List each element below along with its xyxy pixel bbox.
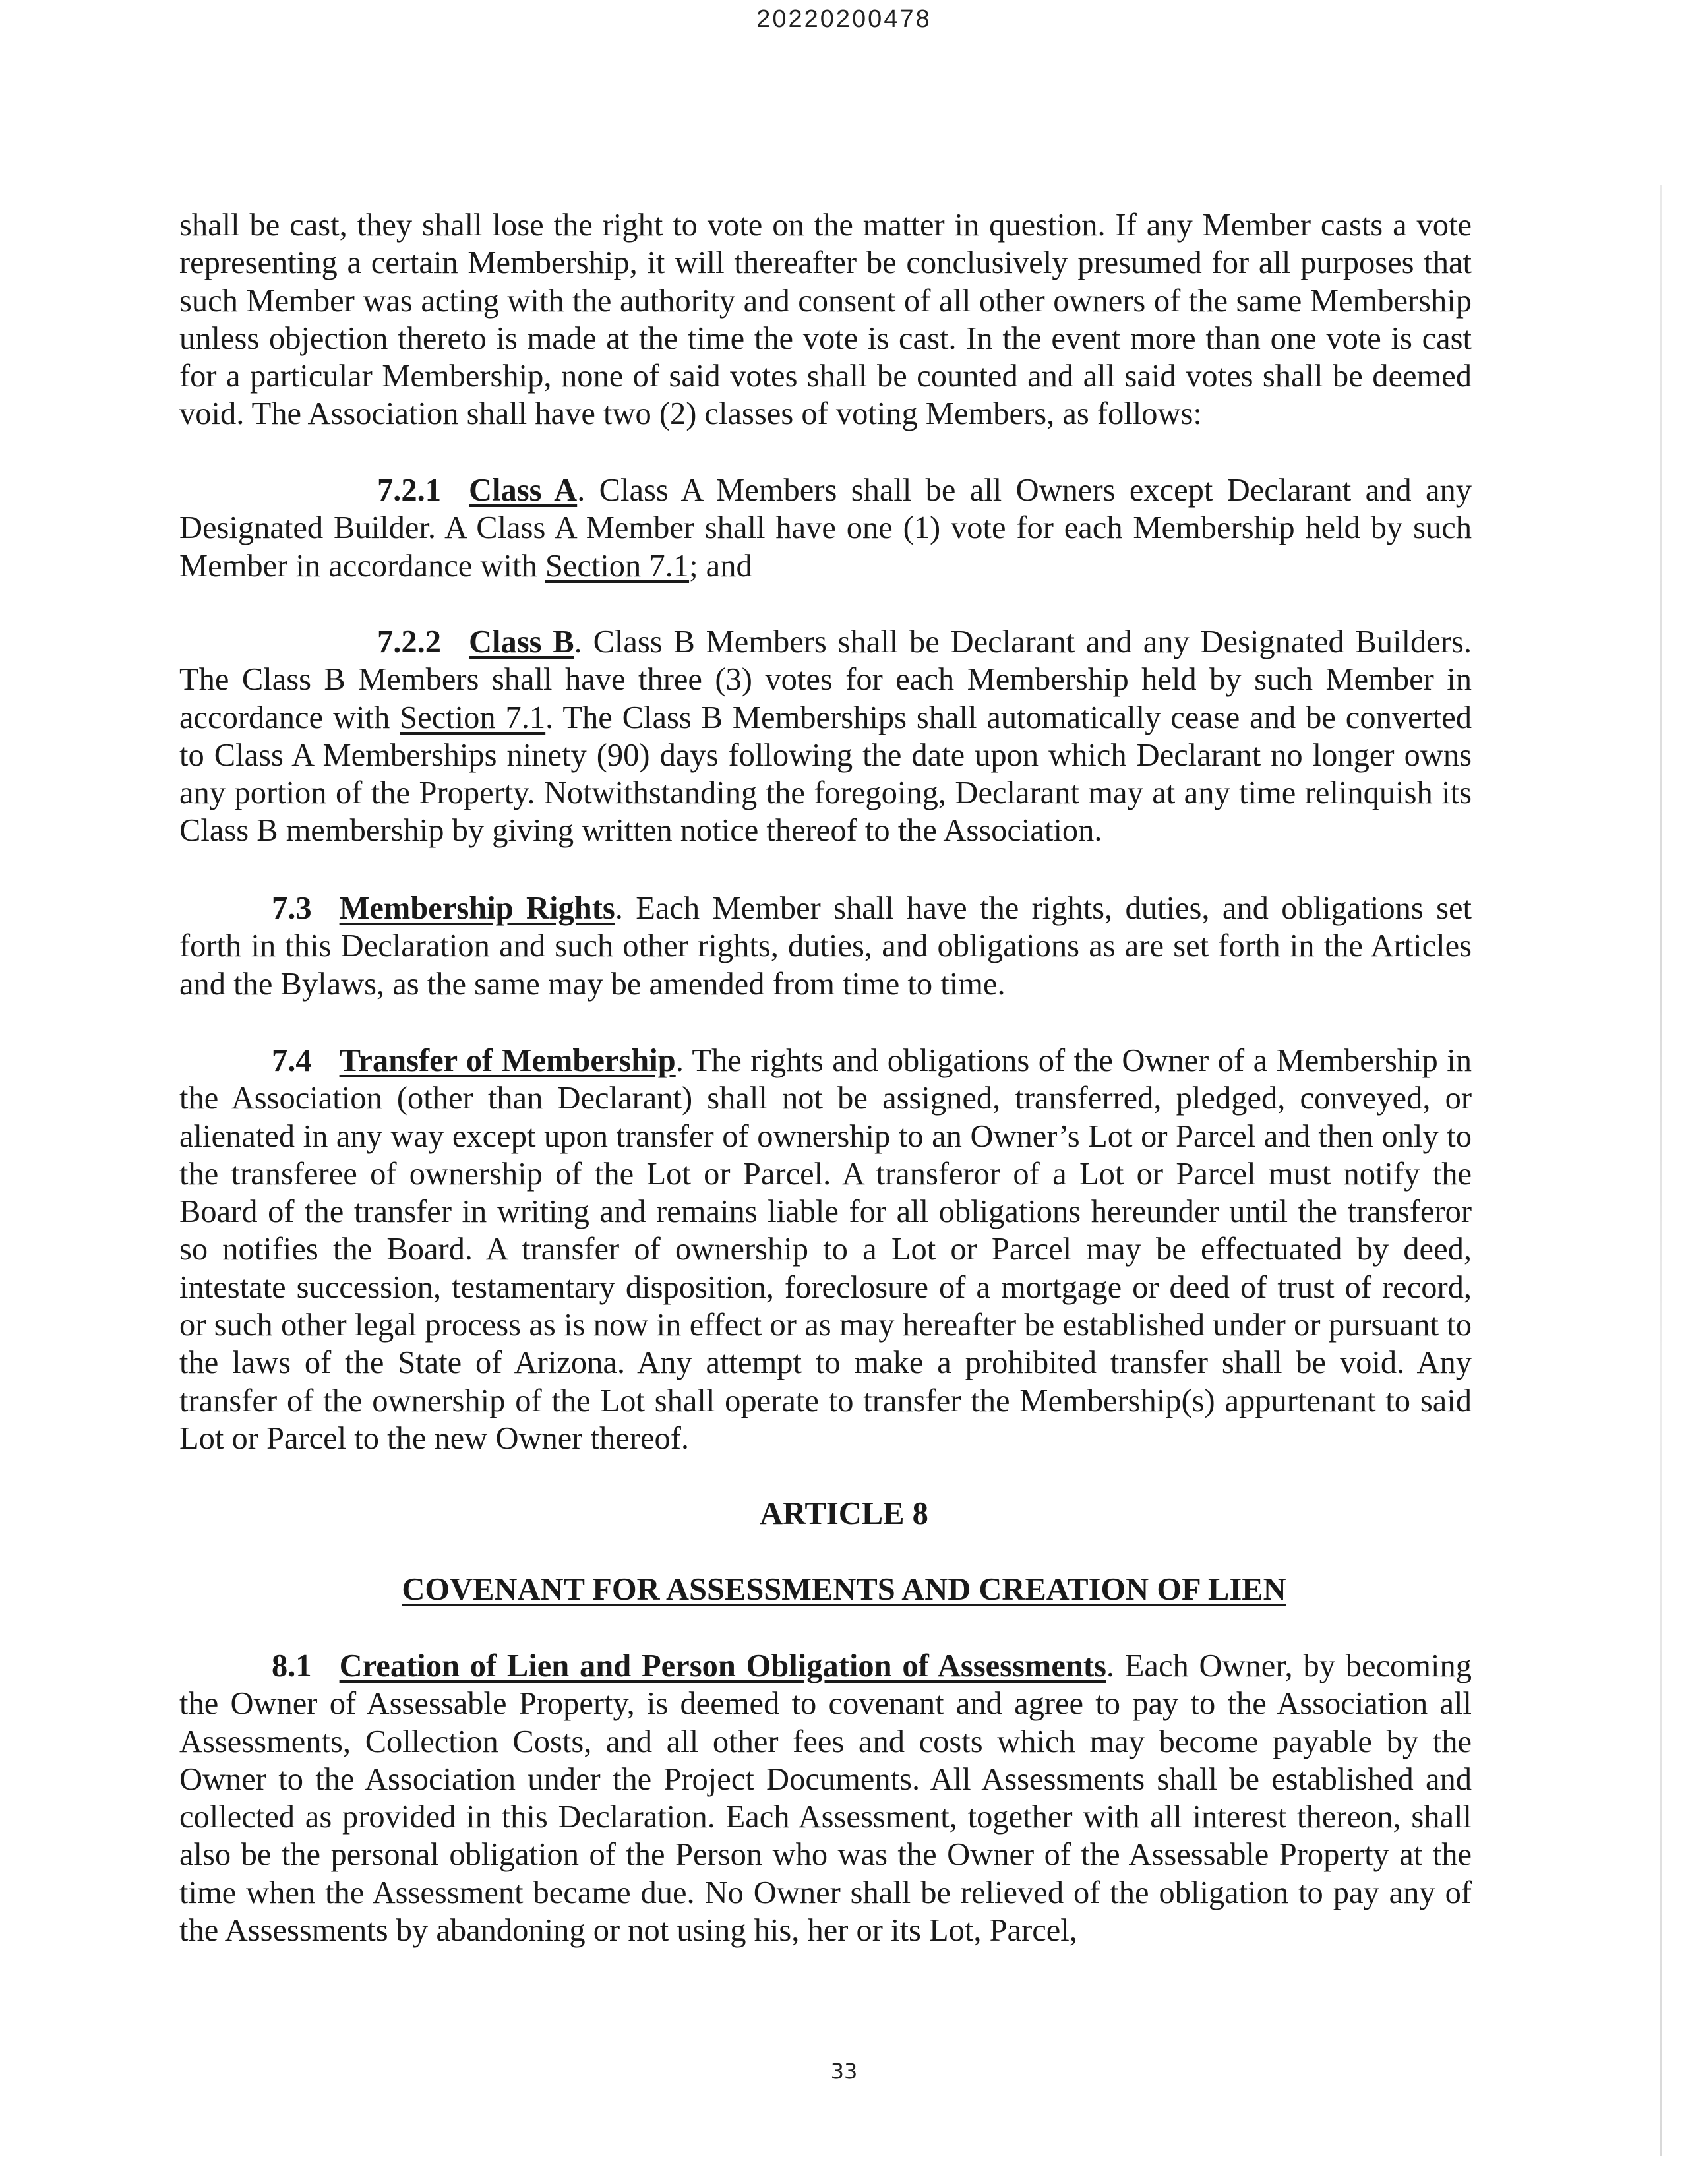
section-8-1 [179, 1647, 1472, 1949]
article-title: COVENANT FOR ASSESSMENTS AND CREATION OF LIEN [402, 1572, 1286, 1607]
section-7-4 [179, 1042, 1472, 1457]
section-number: 7.3 [272, 891, 312, 926]
page-number: 33 [830, 2059, 858, 2084]
section-number: 7.2.1 [377, 473, 441, 508]
section-number: 7.2.2 [377, 624, 441, 659]
section-number: 7.4 [272, 1043, 312, 1078]
section-heading: Class A [469, 473, 578, 508]
section-text: . Each Member shall have the rights, duties, and obligations set forth in this Declaration and such other rights, duties, and obligations as are set forth in the Articles and the Bylaws, as the same may be amended from time to time. [179, 891, 1472, 1002]
section-text: . Class A Members shall be all Owners except Declarant and any Designated Builder. A Class A Member shall have one (1) vote for each Membership held by such Member in accordance with [179, 473, 1472, 584]
section-text-end: . The Class B Memberships shall automatically cease and be converted to Class A Memberships ninety (90) days following the date upon which Declarant no longer owns any portion of the Property. Notwithstanding the foregoing, Declarant may at any time relinquish its Class B membership by giving written notice thereof to the Association. [179, 700, 1472, 849]
section-number: 8.1 [272, 1649, 312, 1684]
section-heading: Transfer of Membership [339, 1043, 676, 1078]
section-7-2-1 [179, 471, 1472, 585]
cross-reference: Section 7.1 [545, 548, 690, 584]
section-heading: Membership Rights [339, 891, 615, 926]
section-heading: Class B [469, 624, 574, 659]
scan-edge-shadow [1660, 185, 1662, 2156]
section-text: . Each Owner, by becoming the Owner of Assessable Property, is deemed to covenant and agree to pay to the Association all Assessments, Collection Costs, and all other fees and costs which may become payable by the Owner to the Association under the Project Documents. All Assessments shall be established and collected as provided in this Declaration. Each Assessment, together with all interest thereon, shall also be the personal obligation of the Person who was the Owner of the Assessable Property at the time when the Assessment became due. No Owner shall be relieved of the obligation to pay any of the Assessments by abandoning or not using his, her or its Lot, Parcel, [179, 1649, 1472, 1949]
section-heading: Creation of Lien and Person Obligation of Assessments [339, 1649, 1106, 1684]
document-number: 20220200478 [756, 5, 932, 33]
article-label: ARTICLE 8 [760, 1496, 928, 1531]
section-7-2-2 [179, 623, 1472, 850]
cross-reference: Section 7.1 [400, 700, 546, 735]
section-text-end: ; and [689, 548, 752, 584]
section-7-3 [179, 890, 1472, 1003]
section-text: . The rights and obligations of the Owner of a Membership in the Association (other than Declarant) shall not be assigned, transferred, pledged, conveyed, or alienated in any way except upon transfer of ownership to an Owner’s Lot or Parcel and then only to the transferee of ownership of the Lot or Parcel. A transferor of a Lot or Parcel must notify the Board of the transfer in writing and remains liable for all obligations hereunder until the transferor so notifies the Board. A transfer of ownership to a Lot or Parcel may be effectuated by deed, intestate succession, testamentary disposition, foreclosure of a mortgage or deed of trust of record, or such other legal process as is now in effect or as may hereafter be established under or pursuant to the laws of the State of Arizona. Any attempt to make a prohibited transfer shall be void. Any transfer of the ownership of the Lot shall operate to transfer the Membership(s) appurtenant to said Lot or Parcel to the new Owner thereof. [179, 1043, 1472, 1456]
continuation-paragraph: shall be cast, they shall lose the right to vote on the matter in question. If any Member casts a vote representing a certain Membership, it will thereafter be conclusively presumed for all purposes that such Member was acting with the authority and consent of all other owners of the same Membership unless objection thereto is made at the time the vote is cast. In the event more than one vote is cast for a particular Membership, none of said votes shall be counted and all said votes shall be deemed void. The Association shall have two (2) classes of voting Members, as follows: [179, 208, 1472, 432]
section-text: . Class B Members shall be Declarant and any Designated Builders. The Class B Members shall have three (3) votes for each Membership held by such Member in accordance with [179, 624, 1472, 735]
